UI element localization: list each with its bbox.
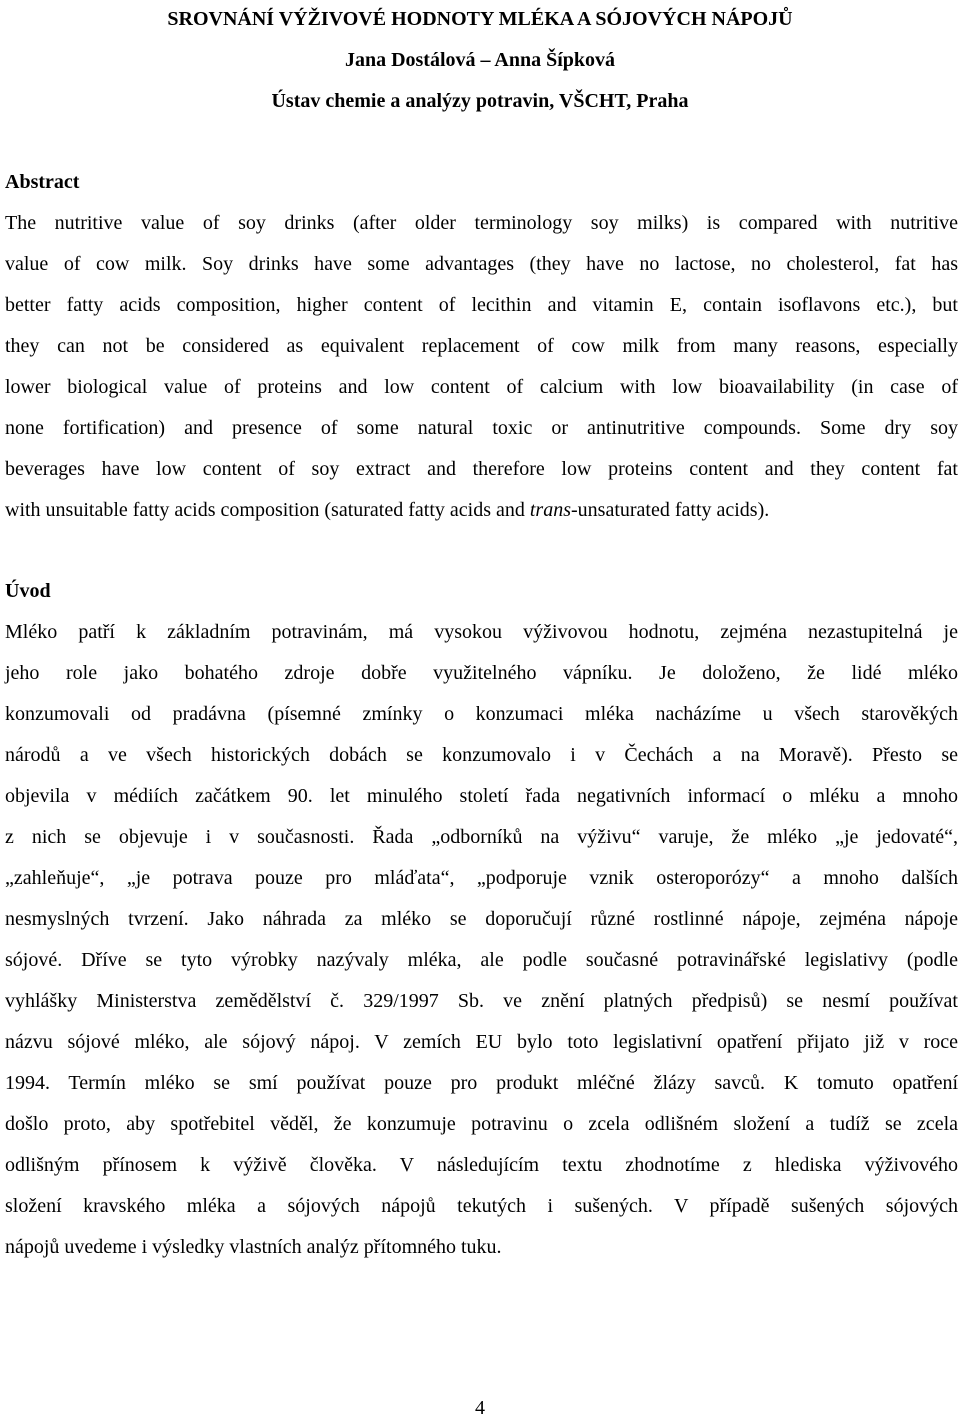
intro-section: [5, 571, 958, 1268]
abstract-last-line-end: -unsaturated fatty acids).: [571, 499, 770, 521]
text-line: konzumovali od pradávna (písemné zmínky o konzumaci mléka nacházíme u všech starověkých: [5, 703, 958, 725]
page-number: 4: [475, 1397, 485, 1419]
text-line: lower biological value of proteins and low content of calcium with low bioavailability (in case of: [5, 376, 958, 398]
text-line: The nutritive value of soy drinks (after older terminology soy milks) is compared with nutritive: [5, 212, 958, 234]
intro-body: [5, 612, 958, 1268]
text-line: beverages have low content of soy extract and therefore low proteins content and they content fat: [5, 458, 958, 480]
text-line: vyhlášky Ministerstva zemědělství č. 329/1997 Sb. ve znění platných předpisů) se nesmí používat: [5, 990, 958, 1012]
abstract-body: [5, 203, 958, 490]
text-line: národů a ve všech historických dobách se konzumovalo i v Čechách a na Moravě). Přesto se: [5, 744, 958, 766]
abstract-last-line: [5, 490, 958, 531]
abstract-section: [5, 162, 958, 531]
text-line: value of cow milk. Soy drinks have some advantages (they have no lactose, no cholesterol, fat has: [5, 253, 958, 275]
abstract-heading: Abstract: [5, 171, 80, 193]
text-line: nesmyslných tvrzení. Jako náhrada za mléko se doporučují různé rostlinné nápoje, zejména nápoje: [5, 908, 958, 930]
text-line: objevila v médiích začátkem 90. let minulého století řada negativních informací o mléku a mnoho: [5, 785, 958, 807]
text-line: nápojů uvedeme i výsledky vlastních analýz přítomného tuku.: [5, 1236, 502, 1258]
text-line: odlišným přínosem k výživě člověka. V následujícím textu zhodnotíme z hlediska výživového: [5, 1154, 958, 1176]
text-line: none fortification) and presence of some natural toxic or antinutritive compounds. Some dry soy: [5, 417, 958, 439]
text-line: they can not be considered as equivalent replacement of cow milk from many reasons, especially: [5, 335, 958, 357]
paper-authors: Jana Dostálová – Anna Šípková: [344, 49, 616, 71]
abstract-last-line-start: with unsuitable fatty acids composition (saturated fatty acids and: [5, 499, 530, 521]
text-line: došlo proto, aby spotřebitel věděl, že konzumuje potravinu o zcela odlišném složení a tudíž se zcela: [5, 1113, 958, 1135]
text-line: názvu sójové mléko, ale sójový nápoj. V zemích EU bylo toto legislativní opatření přijato již v roce: [5, 1031, 958, 1053]
text-line: better fatty acids composition, higher content of lecithin and vitamin E, contain isoflavons etc.), but: [5, 294, 958, 316]
text-line: sójové. Dříve se tyto výrobky nazývaly mléka, ale podle současné potravinářské legislativy (podle: [5, 949, 958, 971]
paper-title: SROVNÁNÍ VÝŽIVOVÉ HODNOTY MLÉKA A SÓJOVÝCH NÁPOJŮ: [167, 8, 793, 30]
text-line: složení kravského mléka a sójových nápojů tekutých i sušených. V případě sušených sójových: [5, 1195, 958, 1217]
paper-affiliation: Ústav chemie a analýzy potravin, VŠCHT, Praha: [271, 90, 689, 112]
text-line: „zahleňuje“, „je potrava pouze pro mláďata“, „podporuje vznik osteroporózy“ a mnoho dalších: [5, 867, 958, 889]
text-line: Mléko patří k základním potravinám, má vysokou výživovou hodnotu, zejména nezastupitelná je: [5, 621, 958, 643]
intro-heading: Úvod: [5, 580, 51, 602]
header-block: [0, 4, 960, 127]
text-line: z nich se objevuje i v současnosti. Řada „odborníků na výživu“ varuje, že mléko „je jedovaté“,: [5, 826, 958, 848]
text-line: 1994. Termín mléko se smí používat pouze pro produkt mléčné žlázy savců. K tomuto opatření: [5, 1072, 958, 1094]
abstract-italic-term: trans: [529, 499, 571, 521]
text-line: jeho role jako bohatého zdroje dobře využitelného vápníku. Je doloženo, že lidé mléko: [5, 662, 958, 684]
